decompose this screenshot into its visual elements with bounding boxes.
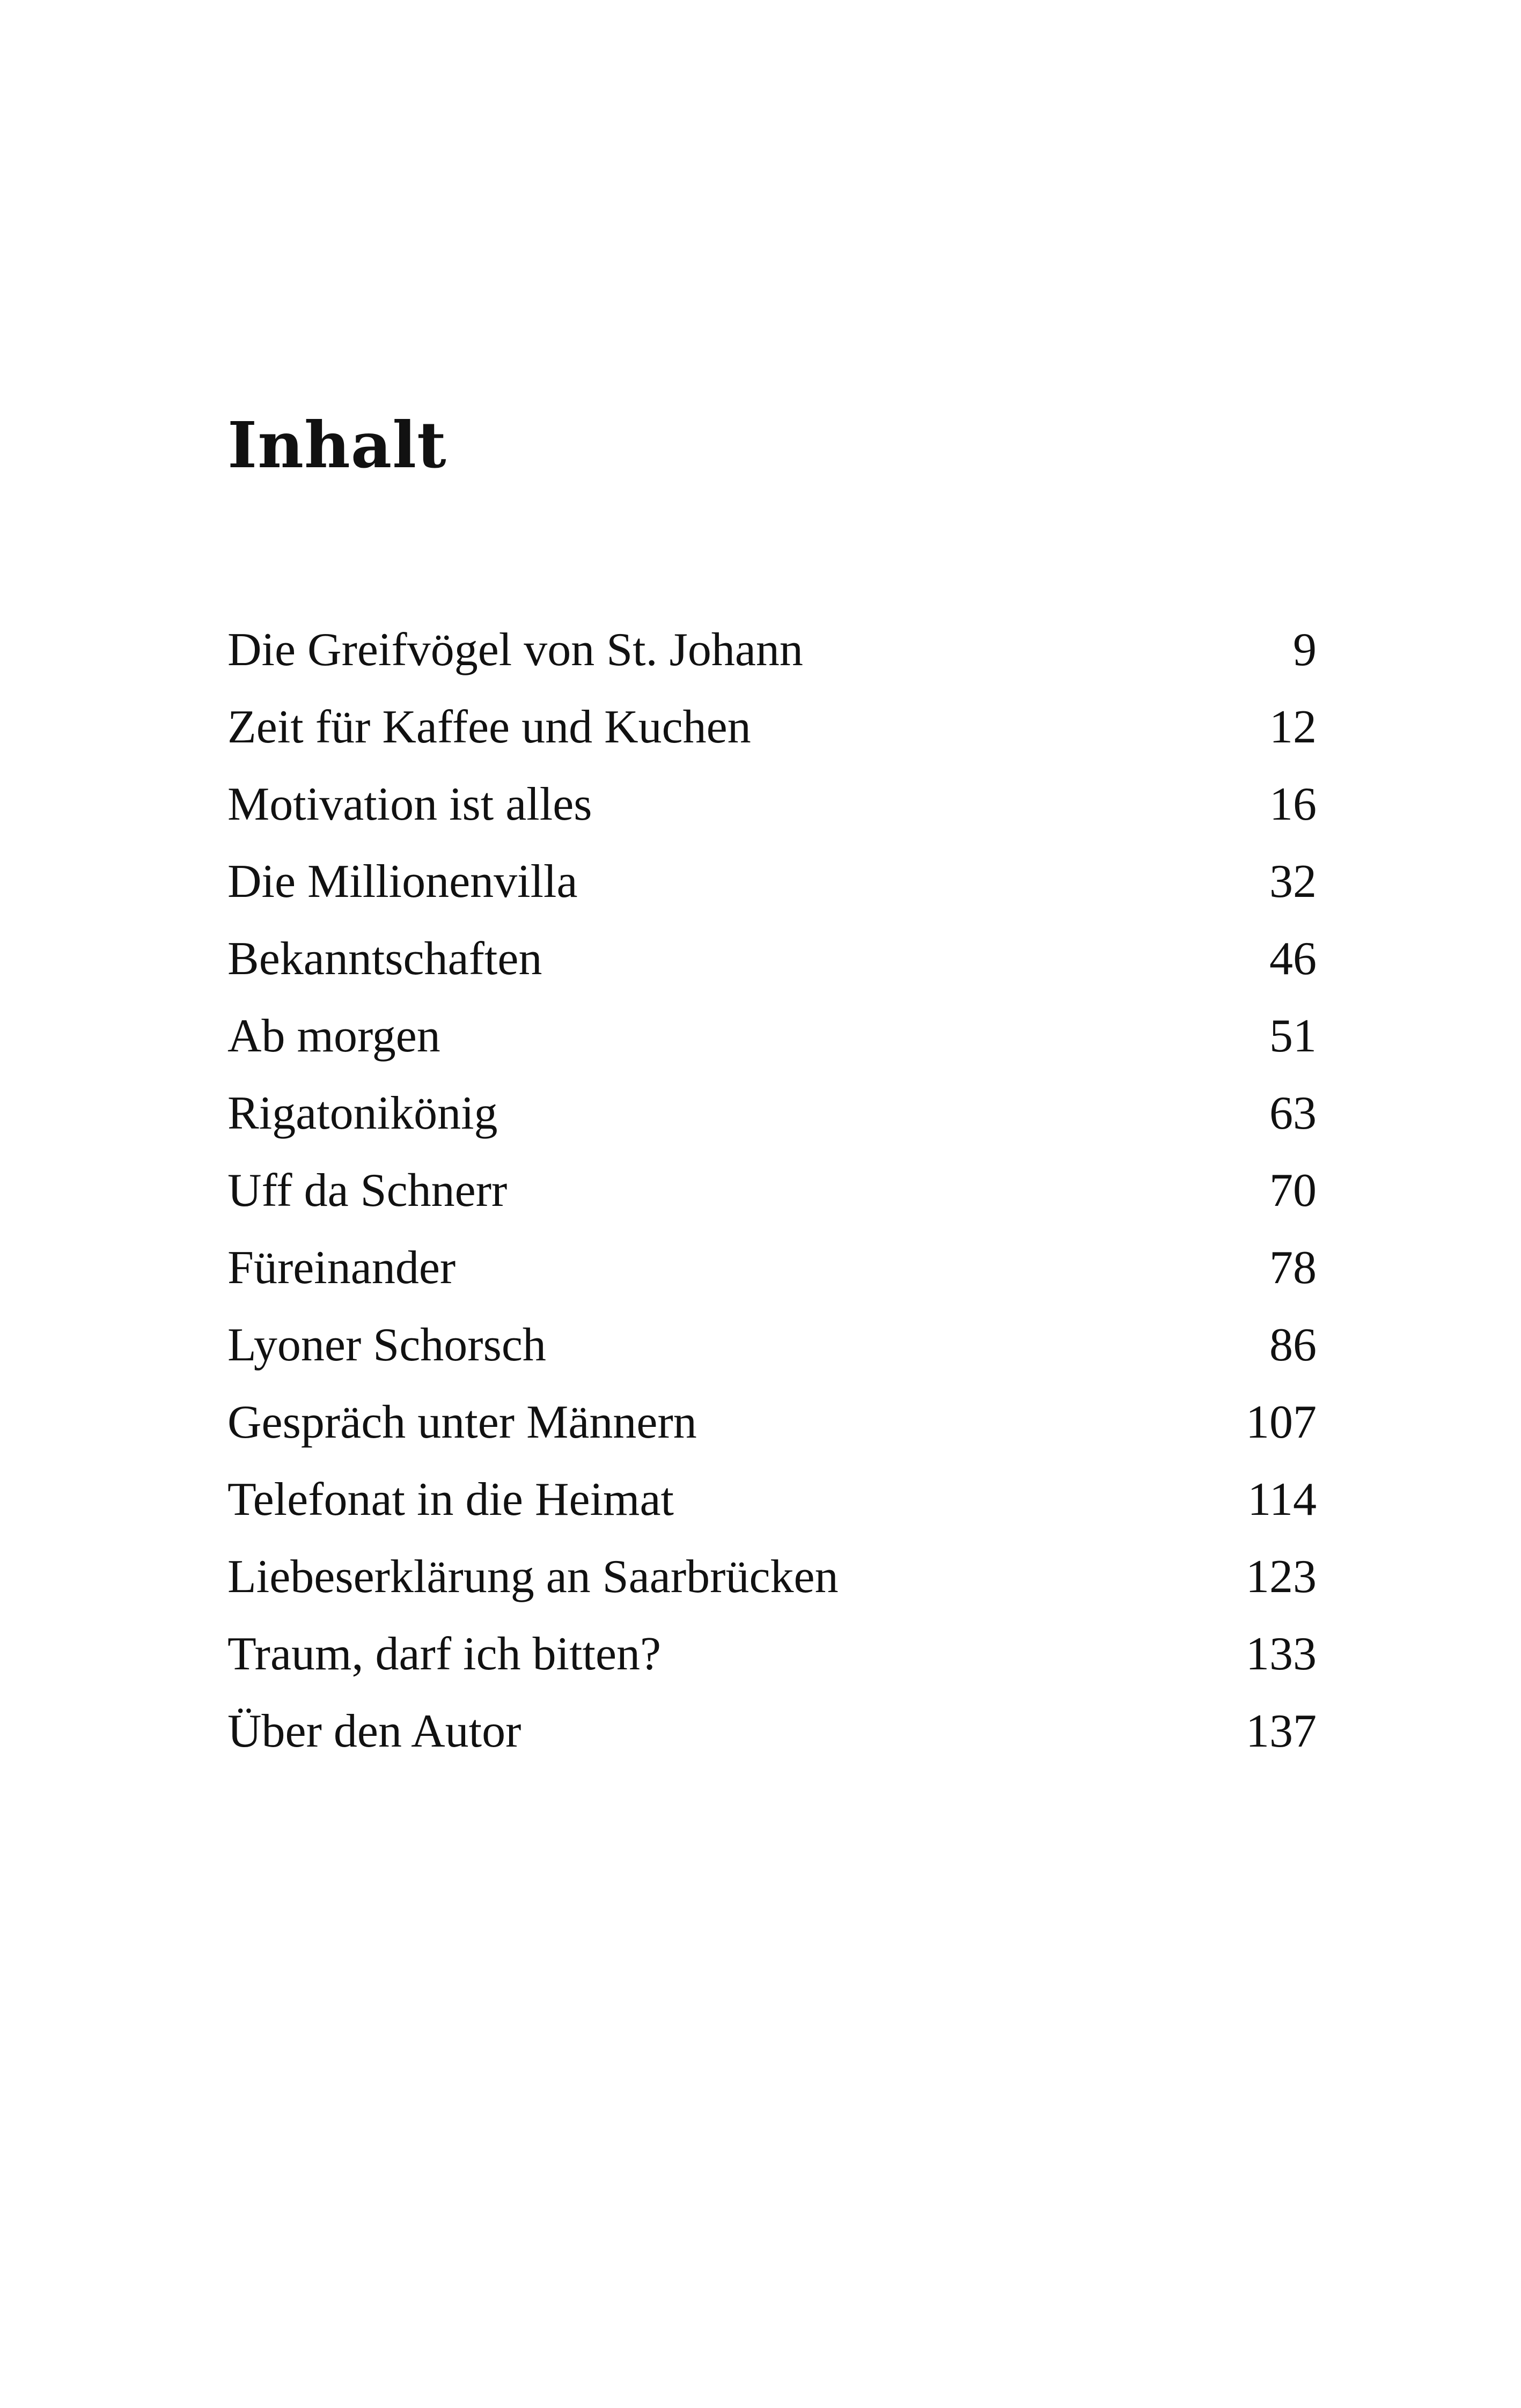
toc-entry-title: Zeit für Kaffee und Kuchen	[227, 701, 751, 753]
toc-entry-title: Ab morgen	[227, 1010, 440, 1062]
toc-entry	[227, 1538, 1317, 1616]
toc-entry	[227, 921, 1317, 998]
toc-entry-page: 51	[1269, 1010, 1317, 1062]
table-of-contents	[227, 612, 1317, 1770]
toc-entry	[227, 1693, 1317, 1770]
toc-entry-page: 32	[1269, 856, 1317, 908]
toc-entry-page: 46	[1269, 933, 1317, 985]
toc-entry	[227, 1307, 1317, 1384]
toc-entry-title: Die Millionenvilla	[227, 856, 578, 908]
toc-entry-title: Die Greifvögel von St. Johann	[227, 624, 803, 676]
toc-entry-title: Bekanntschaften	[227, 933, 542, 985]
toc-entry-page: 86	[1269, 1319, 1317, 1371]
toc-entry-page: 133	[1246, 1628, 1317, 1680]
toc-entry-title: Motivation ist alles	[227, 778, 592, 830]
toc-entry-title: Liebeserklärung an Saarbrücken	[227, 1551, 839, 1603]
toc-entry-title: Traum, darf ich bitten?	[227, 1628, 662, 1680]
toc-entry	[227, 612, 1317, 689]
toc-entry	[227, 1384, 1317, 1461]
toc-entry	[227, 689, 1317, 766]
toc-entry	[227, 1075, 1317, 1152]
toc-entry-page: 16	[1269, 778, 1317, 830]
toc-entry-page: 12	[1269, 701, 1317, 753]
toc-entry-page: 107	[1246, 1396, 1317, 1448]
toc-entry	[227, 766, 1317, 843]
toc-entry	[227, 843, 1317, 921]
toc-entry-title: Füreinander	[227, 1242, 456, 1294]
toc-entry	[227, 1461, 1317, 1538]
toc-entry-title: Telefonat in die Heimat	[227, 1474, 674, 1526]
toc-entry-page: 114	[1247, 1474, 1317, 1526]
toc-entry-title: Über den Autor	[227, 1705, 521, 1757]
toc-entry	[227, 1152, 1317, 1229]
toc-heading: Inhalt	[227, 408, 447, 482]
toc-entry-title: Lyoner Schorsch	[227, 1319, 546, 1371]
toc-entry-page: 78	[1269, 1242, 1317, 1294]
toc-entry-page: 137	[1246, 1705, 1317, 1757]
toc-entry-page: 9	[1293, 624, 1317, 676]
toc-entry	[227, 998, 1317, 1075]
toc-entry-page: 63	[1269, 1087, 1317, 1139]
toc-entry-title: Gespräch unter Männern	[227, 1396, 697, 1448]
toc-entry	[227, 1616, 1317, 1693]
toc-entry-page: 123	[1246, 1551, 1317, 1603]
toc-entry	[227, 1229, 1317, 1307]
toc-entry-title: Uff da Schnerr	[227, 1165, 508, 1217]
toc-entry-page: 70	[1269, 1165, 1317, 1217]
toc-entry-title: Rigatonikönig	[227, 1087, 498, 1139]
